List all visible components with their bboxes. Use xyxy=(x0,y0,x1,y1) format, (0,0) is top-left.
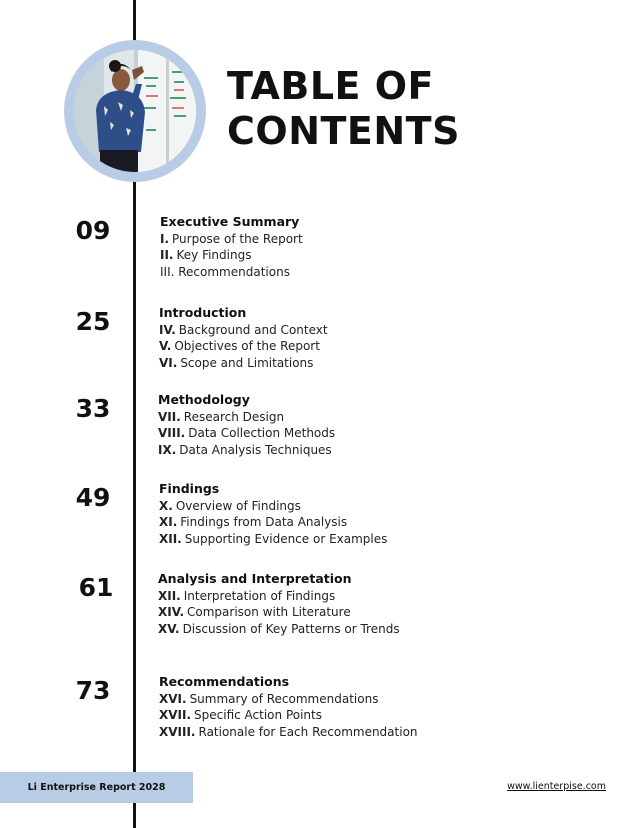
section-title: Analysis and Interpretation xyxy=(158,571,352,586)
toc-entries xyxy=(160,214,303,280)
item-label: Discussion of Key Patterns or Trends xyxy=(182,621,400,636)
item-number: I. xyxy=(160,231,170,246)
item-number: XI. xyxy=(159,515,178,529)
item-label: Interpretation of Findings xyxy=(183,588,336,603)
item-label: Specific Action Points xyxy=(194,708,322,722)
toc-item xyxy=(158,442,335,459)
toc-item xyxy=(158,621,400,638)
item-number: XVII. xyxy=(159,708,192,722)
toc-item xyxy=(159,724,418,741)
toc-item xyxy=(158,425,335,442)
item-label: Overview of Findings xyxy=(175,498,301,513)
toc-entries xyxy=(159,305,328,371)
item-number: IV. xyxy=(159,322,176,337)
section-title: Methodology xyxy=(158,392,250,407)
toc-item xyxy=(159,322,328,339)
item-label: Findings from Data Analysis xyxy=(180,515,348,529)
page-number: 73 xyxy=(75,676,111,705)
toc-item xyxy=(158,604,400,621)
item-number: IX. xyxy=(158,442,177,457)
item-number: X. xyxy=(159,498,173,513)
page-number: 09 xyxy=(75,216,111,245)
toc-item xyxy=(159,707,418,724)
page-number: 49 xyxy=(75,483,111,512)
item-number: XVI. xyxy=(159,691,187,706)
item-label: Background and Context xyxy=(178,322,328,337)
toc-item xyxy=(160,231,303,248)
item-label: III. Recommendations xyxy=(160,264,290,279)
item-label: Objectives of the Report xyxy=(174,339,320,353)
page-number: 33 xyxy=(75,394,111,423)
toc-item xyxy=(159,514,387,531)
item-number: VIII. xyxy=(158,426,186,440)
page-title-line-1: TABLE OF xyxy=(227,64,435,108)
footer-report-label: Li Enterprise Report 2028 xyxy=(27,782,166,793)
toc-item xyxy=(159,691,418,708)
page-number: 25 xyxy=(75,307,111,336)
presenter-photo xyxy=(74,50,196,172)
item-number: XIV. xyxy=(158,605,185,619)
toc-item xyxy=(159,531,387,548)
toc-item xyxy=(159,498,387,515)
page-title xyxy=(227,64,460,154)
item-label: Data Collection Methods xyxy=(188,426,336,440)
item-label: Research Design xyxy=(183,409,285,424)
footer-website-link[interactable]: www.lienterpise.com xyxy=(507,781,606,792)
toc-item xyxy=(160,247,303,264)
item-label: Supporting Evidence or Examples xyxy=(184,531,388,546)
page-title-line-2: CONTENTS xyxy=(227,109,460,153)
item-label: Scope and Limitations xyxy=(180,355,314,370)
page-number: 61 xyxy=(78,573,114,602)
toc-item xyxy=(158,588,400,605)
item-number: VII. xyxy=(158,409,181,424)
toc-entries xyxy=(158,571,400,637)
toc-item xyxy=(158,409,335,426)
item-label: Data Analysis Techniques xyxy=(179,442,332,457)
toc-item xyxy=(159,355,328,372)
item-label: Purpose of the Report xyxy=(172,231,303,246)
item-label: Summary of Recommendations xyxy=(189,691,379,706)
item-label: Rationale for Each Recommendation xyxy=(198,724,418,739)
toc-entries xyxy=(159,481,387,547)
item-number: XV. xyxy=(158,621,180,636)
toc-entries xyxy=(159,674,418,740)
photo-frame xyxy=(64,40,206,182)
toc-item xyxy=(159,338,328,355)
item-label: Comparison with Literature xyxy=(187,605,351,619)
section-title: Executive Summary xyxy=(160,214,300,229)
toc-item xyxy=(160,264,303,281)
item-number: XII. xyxy=(158,588,181,603)
section-title: Introduction xyxy=(159,305,247,320)
item-label: Key Findings xyxy=(176,248,252,262)
footer-bar xyxy=(0,772,193,803)
section-title: Findings xyxy=(159,481,220,496)
item-number: XII. xyxy=(159,531,182,546)
item-number: V. xyxy=(159,339,172,353)
item-number: VI. xyxy=(159,355,178,370)
item-number: II. xyxy=(160,248,174,262)
section-title: Recommendations xyxy=(159,674,290,689)
toc-entries xyxy=(158,392,335,458)
item-number: XVIII. xyxy=(159,724,196,739)
